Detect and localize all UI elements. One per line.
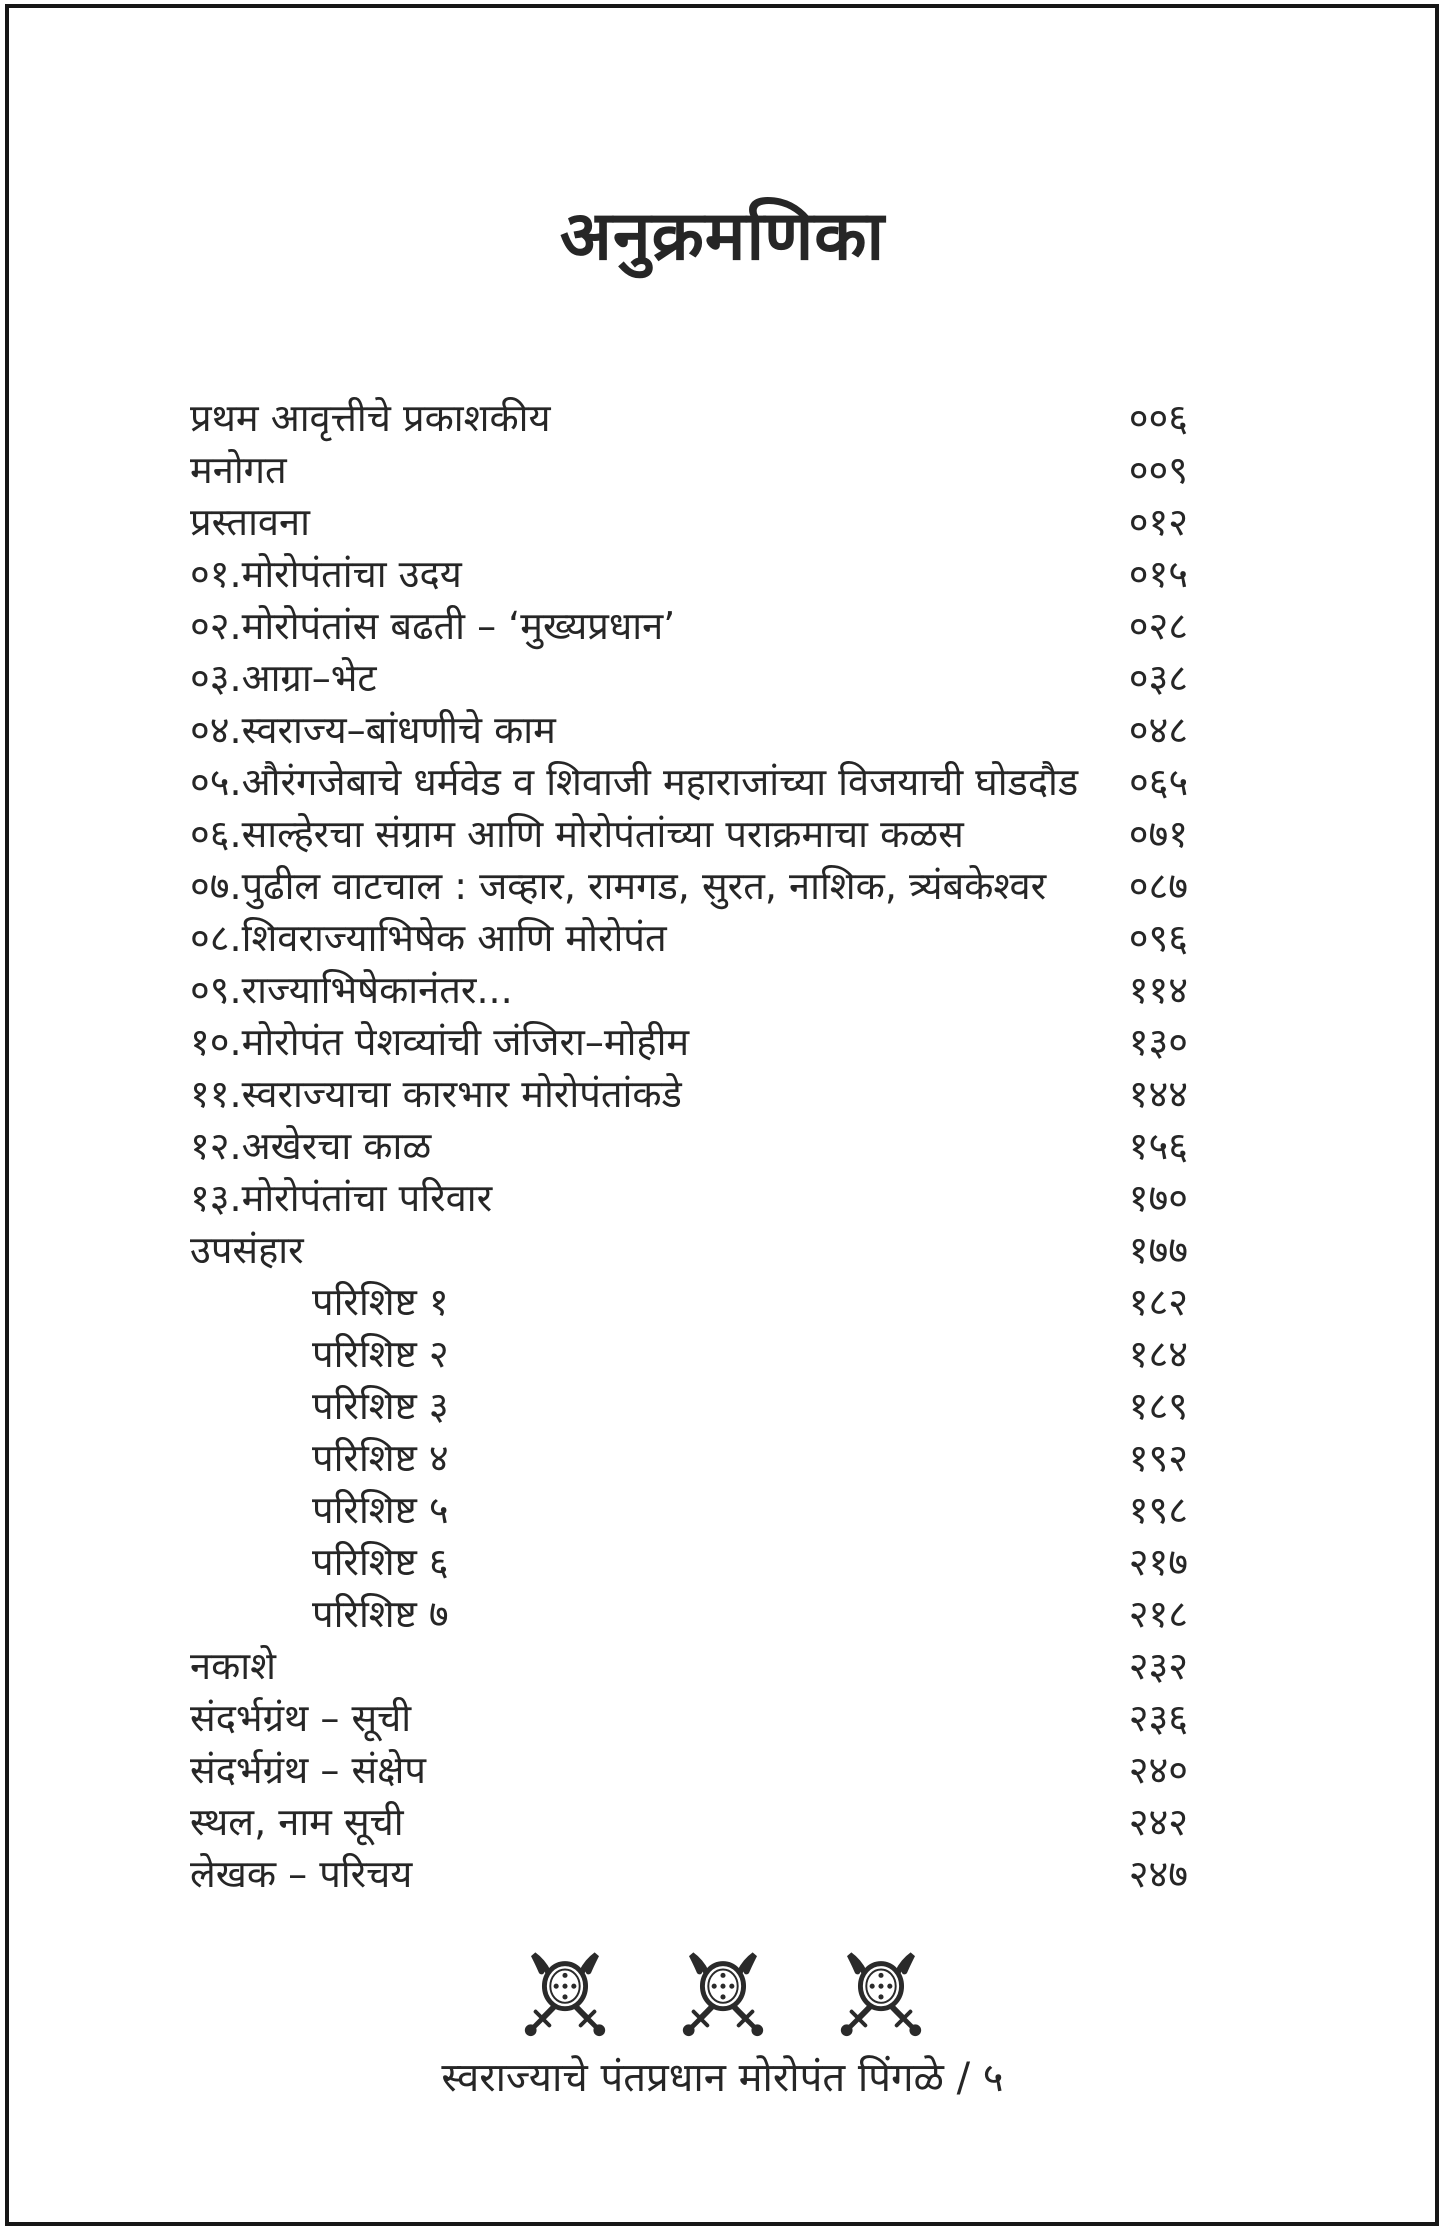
toc-entry-page: ०७१ bbox=[1128, 812, 1188, 856]
toc-entry-page: १९२ bbox=[1128, 1436, 1188, 1480]
toc-entry-page: २४७ bbox=[1128, 1852, 1188, 1896]
toc-entry bbox=[190, 496, 1188, 548]
toc-entry-label: स्थल, नाम सूची bbox=[190, 1800, 404, 1844]
toc-entry-label: परिशिष्ट ४ bbox=[312, 1436, 449, 1480]
toc-entry-page: १७० bbox=[1128, 1176, 1188, 1220]
toc-entry-page: १९८ bbox=[1128, 1488, 1188, 1532]
toc-entry-label: ०४.स्वराज्य–बांधणीचे काम bbox=[190, 708, 556, 752]
toc-entry-label: उपसंहार bbox=[190, 1228, 304, 1272]
toc-entry bbox=[190, 1536, 1188, 1588]
toc-entry bbox=[190, 392, 1188, 444]
toc-entry-label: परिशिष्ट ३ bbox=[312, 1384, 449, 1428]
footer-text: स्वराज्याचे पंतप्रधान मोरोपंत पिंगळे / ५ bbox=[441, 2055, 1004, 2101]
toc-entry-page: ०४८ bbox=[1128, 708, 1188, 752]
toc-entry bbox=[190, 1796, 1188, 1848]
toc-entry-page: २१७ bbox=[1128, 1540, 1188, 1584]
page-title: अनुक्रमणिका bbox=[559, 197, 886, 276]
toc-entry-label: संदर्भग्रंथ – संक्षेप bbox=[190, 1748, 426, 1792]
toc-entry-label: संदर्भग्रंथ – सूची bbox=[190, 1696, 412, 1740]
toc-entry-page: ०१२ bbox=[1128, 500, 1188, 544]
toc-entry-label: परिशिष्ट २ bbox=[312, 1332, 449, 1376]
toc-entry-label: ०९.राज्याभिषेकानंतर... bbox=[190, 968, 513, 1012]
toc-entry-page: १८९ bbox=[1128, 1384, 1188, 1428]
toc-entry-page: २४२ bbox=[1128, 1800, 1188, 1844]
toc-entry bbox=[190, 1276, 1188, 1328]
toc-entry-label: ०६.साल्हेरचा संग्राम आणि मोरोपंतांच्या पराक्रमाचा कळस bbox=[190, 812, 964, 856]
toc-entry-label: नकाशे bbox=[190, 1644, 276, 1688]
toc-entry-label: ०३.आग्रा–भेट bbox=[190, 656, 377, 700]
toc-entry-label: लेखक – परिचय bbox=[190, 1852, 413, 1896]
toc-entry-page: २३२ bbox=[1128, 1644, 1188, 1688]
toc-entry bbox=[190, 1224, 1188, 1276]
toc-entry bbox=[190, 1588, 1188, 1640]
toc-entry bbox=[190, 1432, 1188, 1484]
toc-entry bbox=[190, 704, 1188, 756]
toc-entry-label: १०.मोरोपंत पेशव्यांची जंजिरा–मोहीम bbox=[190, 1020, 690, 1064]
toc-entry-label: परिशिष्ट ६ bbox=[312, 1540, 449, 1584]
toc-entry bbox=[190, 444, 1188, 496]
toc-entry bbox=[190, 652, 1188, 704]
toc-entry-label: ०८.शिवराज्याभिषेक आणि मोरोपंत bbox=[190, 916, 667, 960]
toc-entry bbox=[190, 1328, 1188, 1380]
toc-entry-label: ०७.पुढील वाटचाल : जव्हार, रामगड, सुरत, नाशिक, त्र्यंबकेश्वर bbox=[190, 864, 1047, 908]
toc-entry-page: २३६ bbox=[1128, 1696, 1188, 1740]
toc-entry bbox=[190, 548, 1188, 600]
toc-entry-label: १३.मोरोपंतांचा परिवार bbox=[190, 1176, 493, 1220]
toc-entry-page: १७७ bbox=[1128, 1228, 1188, 1272]
toc-entry-page: ०६५ bbox=[1128, 760, 1189, 804]
toc-entry-label: मनोगत bbox=[190, 448, 287, 492]
toc-entry-page: ०१५ bbox=[1128, 552, 1188, 596]
toc-entry bbox=[190, 1640, 1188, 1692]
toc-entry-label: ११.स्वराज्याचा कारभार मोरोपंतांकडे bbox=[190, 1072, 682, 1116]
toc-entry-page: १४४ bbox=[1128, 1072, 1188, 1116]
toc-entry-page: ०९६ bbox=[1128, 916, 1188, 960]
crossed-swords-shield-icon bbox=[516, 1944, 614, 2044]
toc-entry-page: ००९ bbox=[1128, 448, 1188, 492]
toc-entry bbox=[190, 1172, 1188, 1224]
toc-entry bbox=[190, 860, 1188, 912]
toc-entry-page: १३० bbox=[1128, 1020, 1188, 1064]
toc-entry-label: परिशिष्ट ५ bbox=[312, 1488, 449, 1532]
toc-entry bbox=[190, 808, 1188, 860]
toc-entry bbox=[190, 1068, 1188, 1120]
toc-entry bbox=[190, 1380, 1188, 1432]
toc-entry-page: १८४ bbox=[1128, 1332, 1188, 1376]
toc-entry-label: प्रथम आवृत्तीचे प्रकाशकीय bbox=[190, 396, 551, 440]
toc-entry bbox=[190, 1692, 1188, 1744]
toc-entry bbox=[190, 912, 1188, 964]
crossed-swords-shield-icon bbox=[674, 1944, 772, 2044]
toc-entry-page: ०२८ bbox=[1128, 604, 1188, 648]
toc-entry-page: ११४ bbox=[1128, 968, 1188, 1012]
toc-entry-page: ००६ bbox=[1128, 396, 1188, 440]
crossed-swords-shield-icon bbox=[832, 1944, 930, 2044]
toc-entry bbox=[190, 756, 1188, 808]
footer-emblem-row bbox=[0, 1944, 1445, 2044]
toc-entry-page: २४० bbox=[1128, 1748, 1188, 1792]
toc-entry-label: ०१.मोरोपंतांचा उदय bbox=[190, 552, 462, 596]
toc-entry bbox=[190, 964, 1188, 1016]
toc-entry-label: परिशिष्ट १ bbox=[312, 1280, 449, 1324]
toc-entry-label: १२.अखेरचा काळ bbox=[190, 1124, 432, 1168]
toc-entry bbox=[190, 1120, 1188, 1172]
toc-entry-page: २१८ bbox=[1128, 1592, 1188, 1636]
toc-entry-page: १८२ bbox=[1128, 1280, 1188, 1324]
toc-entry bbox=[190, 1744, 1188, 1796]
toc-entry-label: ०२.मोरोपंतांस बढती – ‘मुख्यप्रधान’ bbox=[190, 604, 676, 648]
toc-entry bbox=[190, 1484, 1188, 1536]
toc-list bbox=[190, 392, 1188, 1900]
toc-entry bbox=[190, 1016, 1188, 1068]
toc-entry bbox=[190, 1848, 1188, 1900]
toc-entry-label: ०५.औरंगजेबाचे धर्मवेड व शिवाजी महाराजांच्या विजयाची घोडदौड bbox=[190, 760, 1079, 804]
toc-entry-page: ०८७ bbox=[1128, 864, 1188, 908]
toc-entry-label: परिशिष्ट ७ bbox=[312, 1592, 449, 1636]
toc-entry bbox=[190, 600, 1188, 652]
toc-entry-page: १५६ bbox=[1128, 1124, 1188, 1168]
toc-entry-label: प्रस्तावना bbox=[190, 500, 310, 544]
toc-entry-page: ०३८ bbox=[1128, 656, 1188, 700]
